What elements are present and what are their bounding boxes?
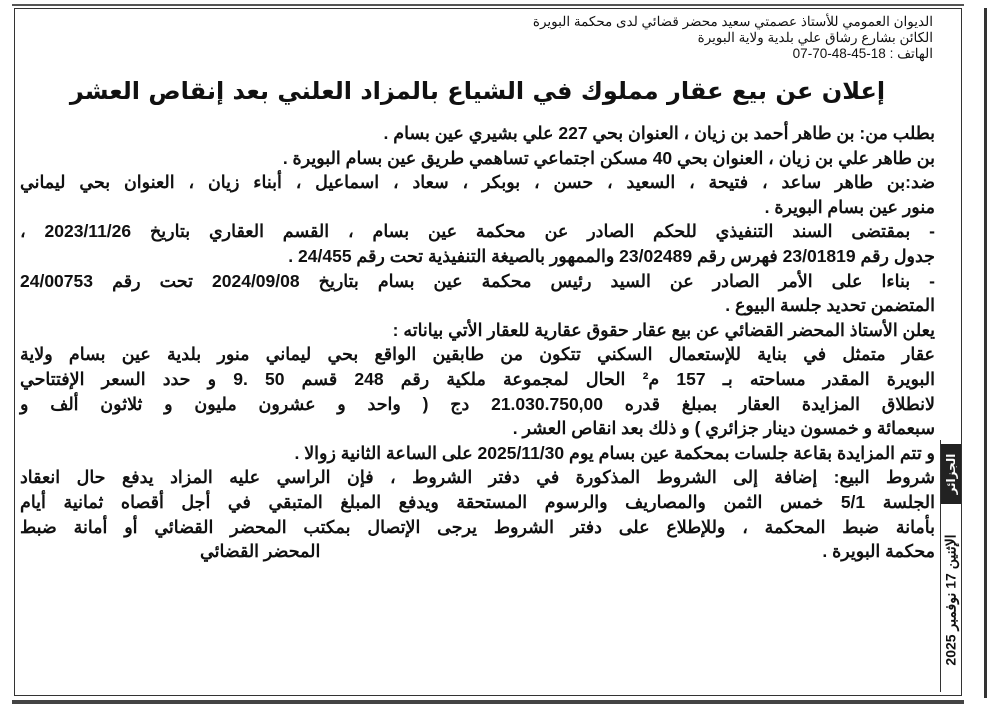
body-line: عقار متمثل في بناية للإستعمال السكني تتكون من طابقين الواقع بحي ليماني منور بلدية عين بسام ولاية [20, 344, 935, 365]
body-line: البويرة المقدر مساحته بـ 157 م² الحال لمجموعة ملكية رقم 248 قسم 50 .9 و حدد السعر الإفتتاحي [20, 368, 935, 389]
body-line: ضد:بن طاهر ساعد ، فتيحة ، السعيد ، حسن ، بوبكر ، سعاد ، اسماعيل ، أبناء زيان ، العنوان بحي ليماني [20, 172, 935, 193]
adjacent-column-rule [984, 8, 987, 698]
closing-row [20, 539, 935, 564]
body-line: المتضمن تحديد جلسة البيوع . [725, 295, 935, 316]
header-line: الديوان العمومي للأستاذ عصمتي سعيد محضر قضائي لدى محكمة البويرة [532, 14, 933, 29]
body-line: بطلب من: بن طاهر أحمد بن زيان ، العنوان بحي 227 علي بشيري عين بسام . [383, 123, 935, 143]
body-line: محكمة البويرة . [822, 541, 935, 562]
notice-title: إعلان عن بيع عقار مملوك في الشياع بالمزاد العلني بعد إنقاص العشر [69, 77, 886, 105]
signature: المحضر القضائي [200, 541, 321, 562]
body-line: الجلسة 5/1 خمس الثمن والمصاريف والرسوم المستحقة ويدفع المبلغ المتبقي في أجل أقصاه ثمانية أيام [20, 491, 936, 512]
legal-notice [20, 14, 935, 564]
top-rule [12, 4, 964, 6]
notice-body [20, 121, 935, 564]
body-line: لانطلاق المزايدة العقار بمبلغ قدره 21.030.750,00 دج ( واحد و عشرون مليون و ثلاثون ألف و [20, 393, 935, 414]
issue-date: الإثنين 17 نوفمبر 2025 [942, 534, 959, 666]
body-line: بن طاهر علي بن زيان ، العنوان بحي 40 مسكن اجتماعي تساهمي طريق عين بسام البويرة . [282, 147, 935, 168]
body-line: شروط البيع: إضافة إلى الشروط المذكورة في دفتر الشروط ، فإن الراسي عليه المزاد يدفع حال انعقاد [20, 467, 935, 488]
body-line: منور عين بسام البويرة . [764, 196, 935, 217]
body-line: جدول رقم 23/01819 فهرس رقم 23/02489 والممهور بالصيغة التنفيذية تحت رقم 24/455 . [288, 245, 935, 266]
newspaper-logo-text: الجزائر [944, 453, 958, 495]
header-phone: الهاتف : 18-45-48-70-07 [792, 46, 933, 61]
bottom-rule [12, 700, 964, 704]
header-line: الكائن بشارع رشاق علي بلدية ولاية البويرة [697, 30, 933, 45]
newspaper-logo [941, 444, 961, 504]
body-line: بأمانة ضبط المحكمة ، وللإطلاع على دفتر الشروط يرجى الإتصال بمكتب المحضر القضائي أو أمانة ضبط [20, 516, 935, 537]
body-line: - بمقتضى السند التنفيذي للحكم الصادر عن محكمة عين بسام ، القسم العقاري بتاريخ 2023/11/26 ، [20, 221, 935, 242]
body-line: و تتم المزايدة بقاعة جلسات بمحكمة عين بسام يوم 2025/11/30 على الساعة الثانية زوالا . [294, 442, 935, 463]
newspaper-side-strip [940, 440, 961, 692]
body-line: سبعمائة و خمسون دينار جزائري ) و ذلك بعد انقاص العشر . [512, 418, 935, 439]
office-header [20, 14, 935, 62]
body-line: - بناءا على الأمر الصادر عن السيد رئيس محكمة عين بسام بتاريخ 2024/09/08 تحت رقم 24/00753 [20, 270, 935, 291]
body-line: يعلن الأستاذ المحضر القضائي عن بيع عقار حقوق عقارية للعقار الأتي بياناته : [392, 319, 935, 340]
